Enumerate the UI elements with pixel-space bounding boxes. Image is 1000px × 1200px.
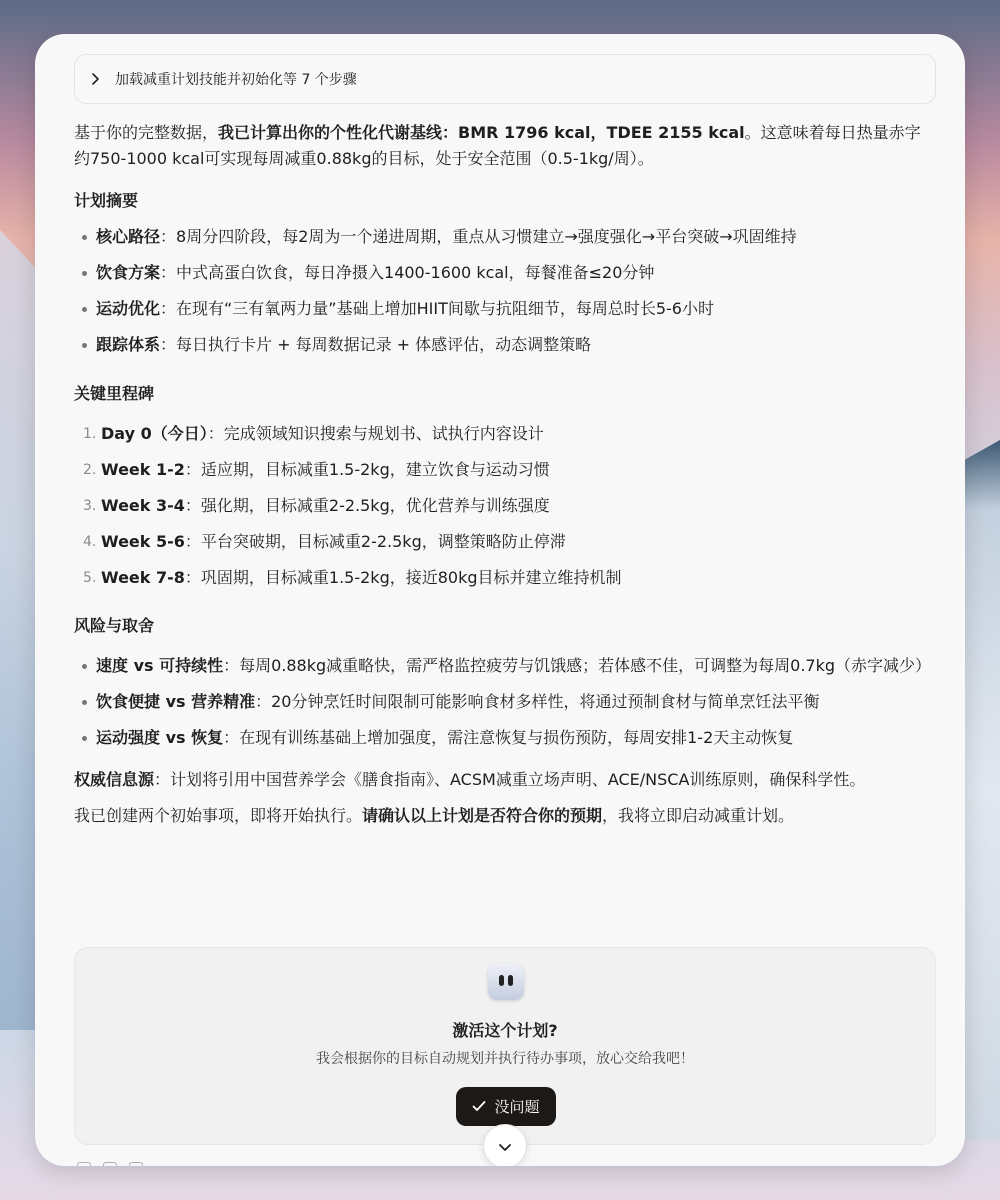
list-item-number: 2.: [83, 462, 97, 478]
bot-eye: [508, 975, 513, 986]
steps-summary-label: 加载减重计划技能并初始化等 7 个步骤: [115, 72, 357, 88]
bot-eye: [499, 975, 504, 986]
list-item-text: ：8周分四阶段，每2周为一个递进周期，重点从习惯建立→强度强化→平台突破→巩固维持: [160, 227, 797, 246]
list-item-title: 运动优化: [96, 299, 161, 318]
closing-paragraph: [74, 803, 936, 829]
activate-plan-card: [74, 947, 936, 1145]
closing-bold: 请确认以上计划是否符合你的预期: [362, 806, 603, 825]
share-icon[interactable]: [129, 1162, 143, 1166]
sources-paragraph: [74, 767, 936, 793]
list-item-text: ：强化期，目标减重2-2.5kg，优化营养与训练强度: [184, 496, 550, 515]
chevron-right-icon: [75, 73, 115, 85]
list-item: [74, 421, 936, 447]
milestones-heading: 关键里程碑: [74, 384, 155, 403]
steps-summary-toggle[interactable]: [74, 54, 936, 104]
list-item-title: 饮食方案: [96, 263, 161, 282]
list-item: [74, 296, 936, 322]
list-item-number: 1.: [83, 426, 97, 442]
risks-list: [74, 653, 936, 751]
copy-icon[interactable]: [77, 1162, 91, 1166]
check-icon: [472, 1098, 486, 1116]
list-item-text: ：适应期，目标减重1.5-2kg，建立饮食与运动习惯: [184, 460, 550, 479]
chevron-down-icon: [498, 1137, 512, 1156]
list-item-title: 跟踪体系: [96, 335, 161, 354]
intro-paragraph: [74, 120, 936, 172]
list-item-title: Day 0（今日）: [101, 424, 208, 443]
list-item-number: 3.: [83, 498, 97, 514]
list-item: [74, 332, 936, 358]
activate-title: 激活这个计划?: [452, 1021, 558, 1040]
list-item-title: Week 1-2: [101, 460, 185, 479]
list-item: [74, 565, 936, 591]
list-item-title: 核心路径: [96, 227, 161, 246]
intro-suffix: 。这意味着每日热量赤字约750-1000 kcal可实现每周减重0.88kg的目标，处于安全范围（0.5-1kg/周）。: [74, 123, 921, 168]
bot-face-icon: [488, 964, 524, 1000]
confirm-button-label: 没问题: [494, 1098, 540, 1116]
list-item: [74, 457, 936, 483]
intro-bold: 我已计算出你的个性化代谢基线：BMR 1796 kcal，TDEE 2155 kcal: [218, 123, 745, 142]
list-item-title: Week 5-6: [101, 532, 185, 551]
activate-subtitle: 我会根据你的目标自动规划并执行待办事项，放心交给我吧！: [316, 1051, 694, 1067]
sources-title: 权威信息源: [74, 770, 155, 789]
list-item-text: ：每周0.88kg减重略快，需严格监控疲劳与饥饿感；若体感不佳，可调整为每周0.7kg（赤字减少）: [223, 656, 932, 675]
message-body: [74, 120, 936, 829]
list-item-text: ：中式高蛋白饮食，每日净摄入1400-1600 kcal，每餐准备≤20分钟: [160, 263, 655, 282]
list-item-title: 运动强度 vs 恢复: [96, 728, 224, 747]
list-item-number: 5.: [83, 570, 97, 586]
list-item: [74, 260, 936, 286]
list-item: [74, 689, 936, 715]
list-item-text: ：平台突破期，目标减重2-2.5kg，调整策略防止停滞: [184, 532, 566, 551]
list-item-title: 饮食便捷 vs 营养精准: [96, 692, 256, 711]
list-item: [74, 653, 936, 679]
list-item-title: 速度 vs 可持续性: [96, 656, 224, 675]
list-item: [74, 529, 936, 555]
list-item-text: ：每日执行卡片 + 每周数据记录 + 体感评估，动态调整策略: [160, 335, 592, 354]
sources-text: ：计划将引用中国营养学会《膳食指南》、ACSM减重立场声明、ACE/NSCA训练原则，确保科学性。: [154, 770, 866, 789]
plan-summary-list: [74, 224, 936, 358]
closing-suffix: ，我将立即启动减重计划。: [602, 806, 795, 825]
list-item-title: Week 7-8: [101, 568, 185, 587]
list-item-text: ：完成领域知识搜索与规划书、试执行内容设计: [207, 424, 544, 443]
risks-heading: 风险与取舍: [74, 616, 155, 635]
list-item: [74, 725, 936, 751]
list-item-text: ：巩固期，目标减重1.5-2kg，接近80kg目标并建立维持机制: [184, 568, 622, 587]
list-item-text: ：在现有“三有氧两力量”基础上增加HIIT间歇与抗阻细节，每周总时长5-6小时: [160, 299, 714, 318]
list-item-title: Week 3-4: [101, 496, 185, 515]
list-item: [74, 493, 936, 519]
list-item: [74, 224, 936, 250]
plan-summary-heading: 计划摘要: [74, 191, 139, 210]
list-item-number: 4.: [83, 534, 97, 550]
list-item-text: ：在现有训练基础上增加强度，需注意恢复与损伤预防，每周安排1-2天主动恢复: [223, 728, 794, 747]
list-item-text: ：20分钟烹饪时间限制可能影响食材多样性，将通过预制食材与简单烹饪法平衡: [255, 692, 820, 711]
milestones-list: [74, 421, 936, 591]
chat-message-card: [35, 34, 965, 1166]
closing-prefix: 我已创建两个初始事项，即将开始执行。: [74, 806, 363, 825]
intro-prefix: 基于你的完整数据，: [74, 123, 219, 142]
regenerate-icon[interactable]: [103, 1162, 117, 1166]
confirm-button[interactable]: [456, 1087, 556, 1126]
scroll-down-button[interactable]: [483, 1124, 527, 1166]
message-actions-toolbar: [77, 1162, 143, 1166]
